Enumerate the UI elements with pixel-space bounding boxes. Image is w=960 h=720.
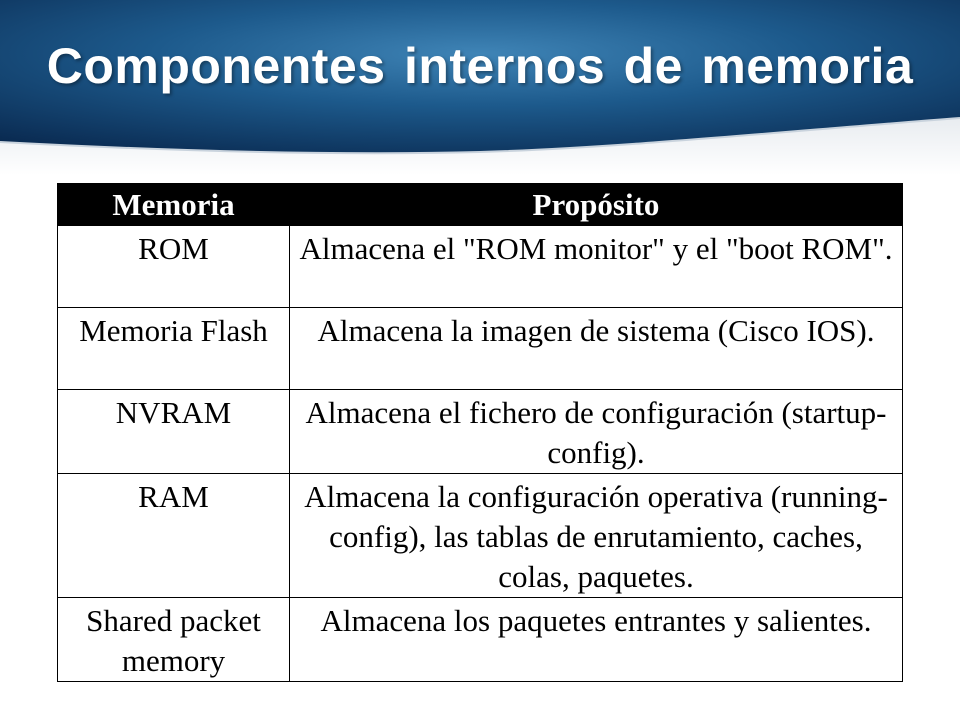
table-row bbox=[58, 598, 903, 682]
memory-cell: Shared packet memory bbox=[58, 598, 290, 682]
memory-cell: NVRAM bbox=[58, 390, 290, 474]
memory-cell: Memoria Flash bbox=[58, 308, 290, 390]
table-body bbox=[58, 226, 903, 682]
purpose-cell: Almacena el "ROM monitor" y el "boot ROM". bbox=[290, 226, 903, 308]
table-header bbox=[58, 184, 903, 226]
memory-table bbox=[57, 183, 903, 682]
table-row bbox=[58, 474, 903, 598]
table-row bbox=[58, 308, 903, 390]
table-header-row bbox=[58, 184, 903, 226]
table-row bbox=[58, 390, 903, 474]
memory-cell: RAM bbox=[58, 474, 290, 598]
memory-cell: ROM bbox=[58, 226, 290, 308]
slide-title: Componentes internos de memoria bbox=[46, 38, 914, 94]
purpose-cell: Almacena la configuración operativa (running-config), las tablas de enrutamiento, caches, colas, paquetes. bbox=[290, 474, 903, 598]
header-memoria: Memoria bbox=[58, 184, 290, 226]
header-proposito: Propósito bbox=[290, 184, 903, 226]
purpose-cell: Almacena los paquetes entrantes y salientes. bbox=[290, 598, 903, 682]
purpose-cell: Almacena el fichero de configuración (startup-config). bbox=[290, 390, 903, 474]
table-row bbox=[58, 226, 903, 308]
purpose-cell: Almacena la imagen de sistema (Cisco IOS). bbox=[290, 308, 903, 390]
